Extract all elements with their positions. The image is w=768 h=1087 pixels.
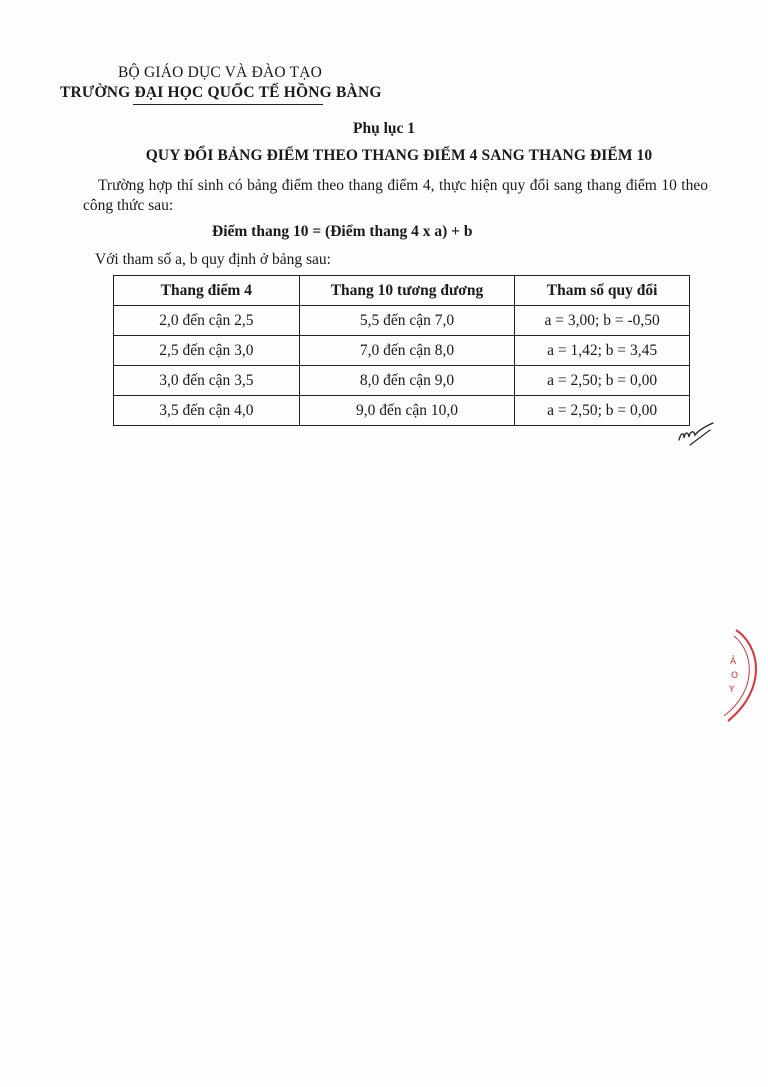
appendix-label: Phụ lục 1 bbox=[352, 120, 415, 137]
cell-scale-10: 7,0 đến cận 8,0 bbox=[299, 336, 515, 366]
cell-scale-4: 3,5 đến cận 4,0 bbox=[114, 396, 300, 426]
cell-parameters: a = 2,50; b = 0,00 bbox=[515, 366, 690, 396]
conversion-table bbox=[113, 275, 690, 426]
cell-scale-4: 3,0 đến cận 3,5 bbox=[114, 366, 300, 396]
university-underline bbox=[133, 104, 323, 105]
svg-text:Y: Y bbox=[729, 685, 735, 695]
cell-scale-10: 8,0 đến cận 9,0 bbox=[299, 366, 515, 396]
table-row bbox=[114, 396, 690, 426]
table-row bbox=[114, 366, 690, 396]
cell-scale-10: 5,5 đến cận 7,0 bbox=[299, 306, 515, 336]
header-scale-10: Thang 10 tương đương bbox=[299, 276, 515, 306]
header-parameters: Tham số quy đổi bbox=[515, 276, 690, 306]
parameters-note: Với tham số a, b quy định ở bảng sau: bbox=[95, 251, 331, 268]
table-header-row bbox=[114, 276, 690, 306]
table-row bbox=[114, 306, 690, 336]
cell-scale-4: 2,5 đến cận 3,0 bbox=[114, 336, 300, 366]
handwritten-initials bbox=[676, 418, 716, 448]
cell-parameters: a = 2,50; b = 0,00 bbox=[515, 396, 690, 426]
university-name: TRƯỜNG ĐẠI HỌC QUỐC TẾ HỒNG BÀNG bbox=[60, 84, 382, 101]
intro-paragraph: Trường hợp thí sinh có bảng điểm theo thang điểm 4, thực hiện quy đổi sang thang điểm 10 theo công thức sau: bbox=[83, 177, 708, 214]
header-scale-4: Thang điểm 4 bbox=[114, 276, 300, 306]
cell-scale-4: 2,0 đến cận 2,5 bbox=[114, 306, 300, 336]
cell-parameters: a = 1,42; b = 3,45 bbox=[515, 336, 690, 366]
document-title: QUY ĐỔI BẢNG ĐIỂM THEO THANG ĐIỂM 4 SANG THANG ĐIỂM 10 bbox=[145, 147, 653, 164]
table-row bbox=[114, 336, 690, 366]
ministry-name: BỘ GIÁO DỤC VÀ ĐÀO TẠO bbox=[118, 64, 323, 81]
conversion-formula: Điểm thang 10 = (Điểm thang 4 x a) + b bbox=[212, 223, 473, 240]
svg-text:Ả: Ả bbox=[730, 657, 737, 667]
red-seal-stamp bbox=[712, 628, 768, 723]
cell-scale-10: 9,0 đến cận 10,0 bbox=[299, 396, 515, 426]
svg-text:O: O bbox=[731, 671, 739, 681]
cell-parameters: a = 3,00; b = -0,50 bbox=[515, 306, 690, 336]
